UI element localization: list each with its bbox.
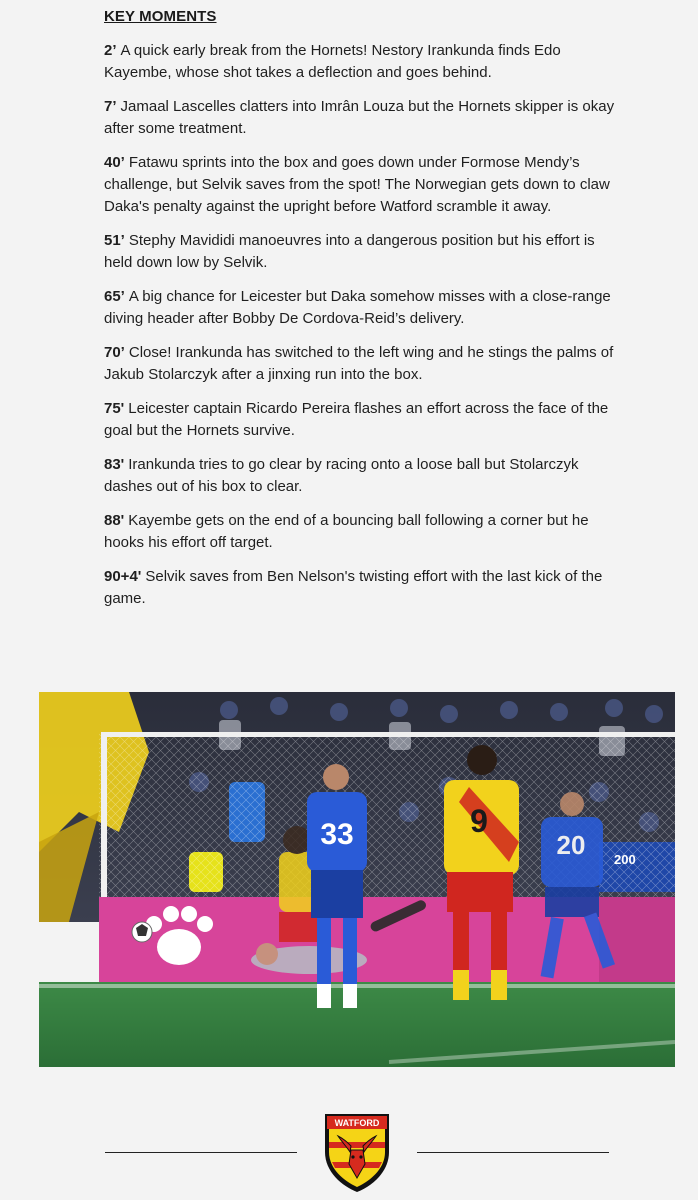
- moment-minute: 51’: [104, 232, 125, 249]
- moment-text: Selvik saves from Ben Nelson's twisting effort with the last kick of the game.: [104, 568, 603, 607]
- moment-minute: 7’: [104, 98, 117, 115]
- moment-text: A big chance for Leicester but Daka somehow misses with a close-range diving header after Bobby De Cordova-Reid’s delivery.: [104, 288, 611, 327]
- moment-text: Kayembe gets on the end of a bouncing ball following a corner but he hooks his effort off target.: [104, 512, 589, 551]
- moment-item: [104, 398, 624, 442]
- footer-divider-right: [417, 1152, 609, 1153]
- moment-minute: 65’: [104, 288, 125, 305]
- moment-text: Leicester captain Ricardo Pereira flashes an effort across the face of the goal but the Hornets survive.: [104, 400, 609, 439]
- shirt-number: 9: [470, 803, 488, 839]
- moment-text: A quick early break from the Hornets! Nestory Irankunda finds Edo Kayembe, whose shot takes a deflection and goes behind.: [104, 42, 561, 81]
- moment-minute: 83': [104, 456, 125, 473]
- key-moments-list: [104, 40, 624, 622]
- moment-text: Irankunda tries to go clear by racing onto a loose ball but Stolarczyk dashes out of his box to clear.: [104, 456, 579, 495]
- moment-item: [104, 40, 624, 84]
- shirt-number: 20: [556, 830, 586, 860]
- penalty-save-illustration: [39, 692, 675, 1067]
- moment-minute: 70’: [104, 344, 125, 361]
- moment-item: [104, 286, 624, 330]
- section-heading: KEY MOMENTS: [104, 8, 217, 25]
- match-photo: [39, 692, 675, 1067]
- moment-minute: 90+4': [104, 568, 142, 585]
- moment-text: Close! Irankunda has switched to the left wing and he stings the palms of Jakub Stolarczyk after a jinxing run into the box.: [104, 344, 614, 383]
- crossbar: [101, 732, 675, 737]
- moment-text: Stephy Mavididi manoeuvres into a dangerous position but his effort is held down low by Selvik.: [104, 232, 595, 271]
- moment-item: [104, 566, 624, 610]
- moment-minute: 88': [104, 512, 125, 529]
- crest-text: WATFORD: [334, 1118, 380, 1128]
- moment-item: [104, 510, 624, 554]
- moment-item: [104, 230, 624, 274]
- moment-text: Fatawu sprints into the box and goes down under Formose Mendy’s challenge, but Selvik saves from the spot! The Norwegian gets down to claw Daka's penalty against the upright before Watford scramble it away.: [104, 154, 610, 215]
- crest-icon: [322, 1112, 392, 1194]
- moment-item: [104, 342, 624, 386]
- moment-item: [104, 152, 624, 218]
- moment-minute: 75': [104, 400, 125, 417]
- moment-minute: 40’: [104, 154, 125, 171]
- moment-minute: 2’: [104, 42, 117, 59]
- moment-item: [104, 454, 624, 498]
- shirt-number: 33: [320, 818, 354, 851]
- footer-divider-left: [105, 1152, 297, 1153]
- moment-item: [104, 96, 624, 140]
- moment-text: Jamaal Lascelles clatters into Imrân Louza but the Hornets skipper is okay after some treatment.: [104, 98, 615, 137]
- watford-crest: [322, 1112, 392, 1194]
